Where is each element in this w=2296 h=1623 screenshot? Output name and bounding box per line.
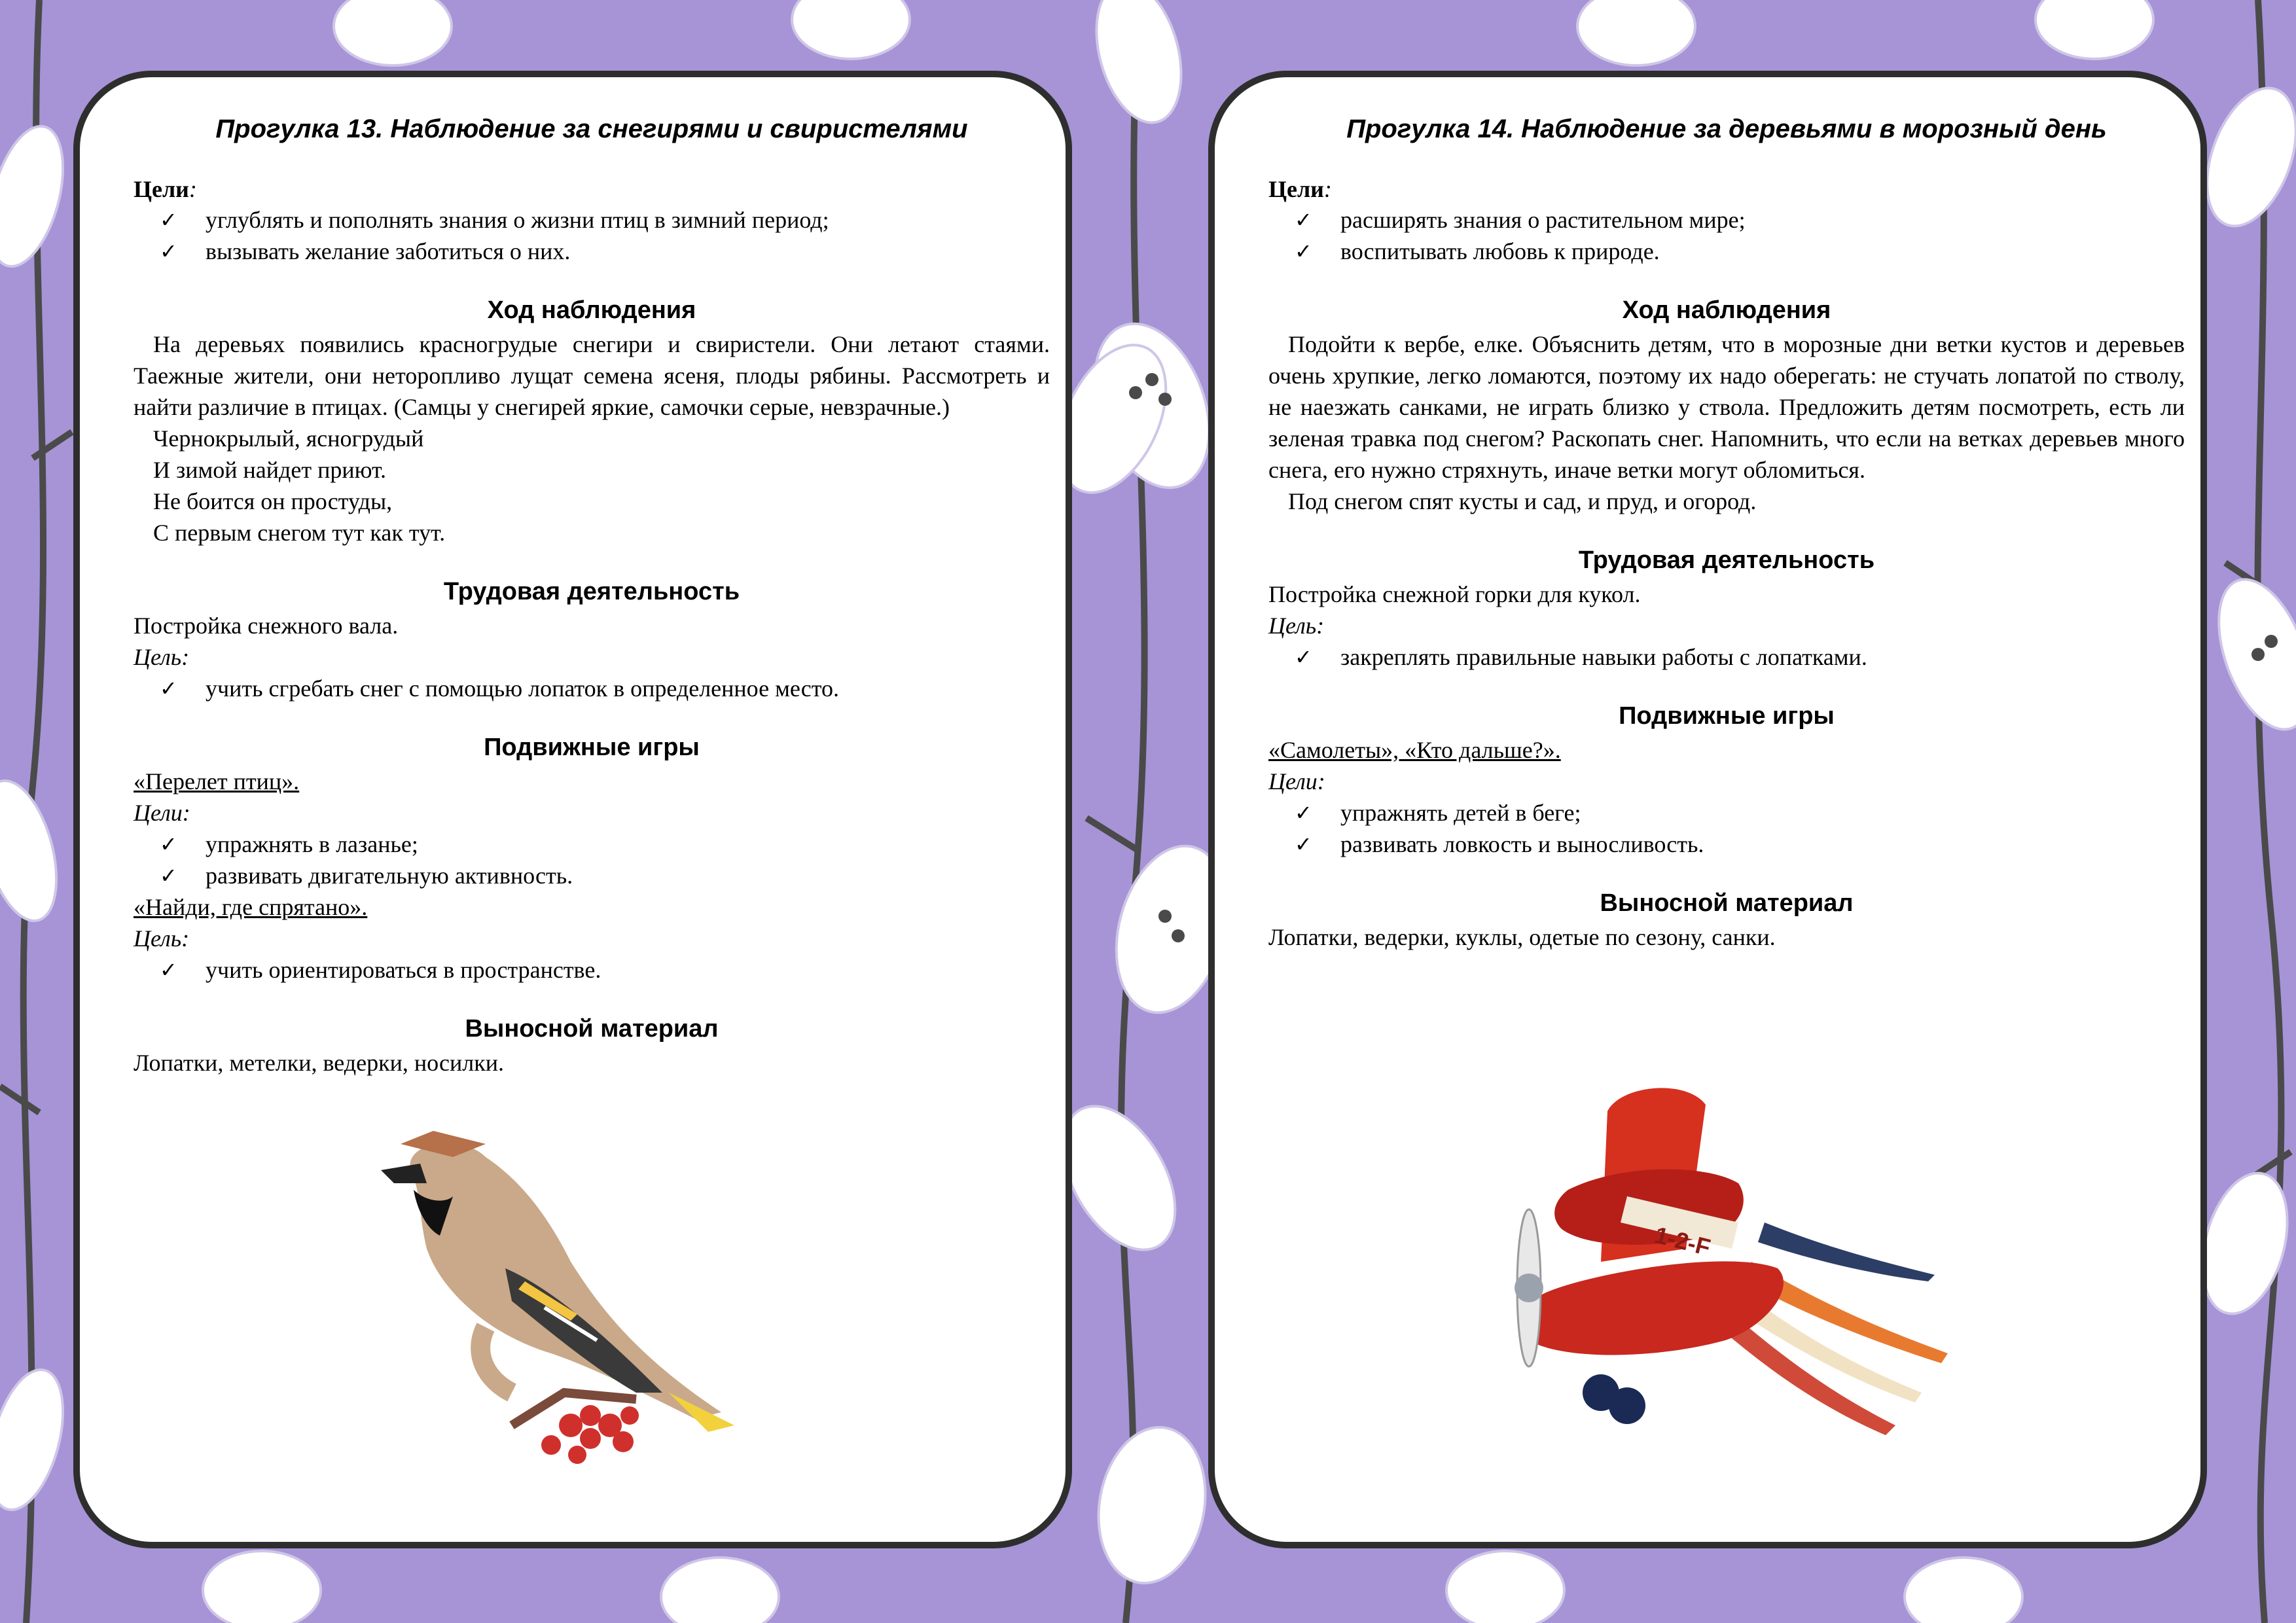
- poem-line: Чернокрылый, ясногрудый: [153, 425, 424, 452]
- games-heading: Подвижные игры: [1619, 702, 1835, 730]
- material-heading: Выносной материал: [1600, 889, 1854, 917]
- poem-line: Не боится он простуды,: [153, 488, 393, 514]
- goal-label: Цель:: [134, 925, 190, 952]
- checkmark-icon: ✓: [1295, 239, 1312, 264]
- plane-label: 1-2-F: [1652, 1221, 1713, 1261]
- goals-list: [1268, 204, 2185, 267]
- list-item: ✓ упражнять в лазанье;: [134, 829, 1050, 860]
- material-text: Лопатки, ведерки, куклы, одетые по сезону, санки.: [1268, 924, 1776, 950]
- game-name: «Самолеты», «Кто дальше?».: [1268, 737, 1561, 763]
- game-goals-list: [134, 829, 1050, 891]
- labor-heading: Трудовая деятельность: [1578, 546, 1875, 574]
- observation-text: На деревьях появились красногрудые снегири и свиристели. Они летают стаями. Таежные жители, они неторопливо лущат семена ясеня, плоды рябины. Рассмотреть и найти различие в птицах. (Самцы у снегирей яркие, самочки серые, невзрачные.): [134, 331, 1050, 420]
- checkmark-icon: ✓: [160, 239, 177, 264]
- checkmark-icon: ✓: [1295, 800, 1312, 825]
- goals-label: Цели:: [1268, 176, 1332, 202]
- poem: [134, 423, 1050, 548]
- list-item: ✓ развивать ловкость и выносливость.: [1268, 829, 2185, 860]
- game-name: «Перелет птиц».: [134, 768, 300, 794]
- list-item: ✓ закреплять правильные навыки работы с лопатками.: [1268, 641, 2185, 673]
- labor-text: Постройка снежной горки для кукол.: [1268, 581, 1641, 607]
- checkmark-icon: ✓: [1295, 207, 1312, 232]
- list-item: ✓ вызывать желание заботиться о них.: [134, 236, 1050, 267]
- list-item: ✓ учить сгребать снег с помощью лопаток в определенное место.: [134, 673, 1050, 704]
- labor-text: Постройка снежного вала.: [134, 613, 399, 639]
- card-title: Прогулка 13. Наблюдение за снегирями и свиристелями: [215, 115, 968, 143]
- labor-heading: Трудовая деятельность: [443, 578, 740, 605]
- checkmark-icon: ✓: [160, 207, 177, 232]
- game-goals-list: [134, 954, 1050, 986]
- list-item: ✓ учить ориентироваться в пространстве.: [134, 954, 1050, 986]
- observation-text-2: Под снегом спят кусты и сад, и пруд, и огород.: [1288, 488, 1757, 514]
- material-heading: Выносной материал: [465, 1015, 719, 1043]
- checkmark-icon: ✓: [160, 863, 177, 888]
- list-item: ✓ расширять знания о растительном мире;: [1268, 204, 2185, 236]
- goals-label: Цели:: [134, 176, 197, 202]
- labor-goals-list: [1268, 641, 2185, 673]
- poem-line: И зимой найдет приют.: [153, 457, 387, 483]
- card-title: Прогулка 14. Наблюдение за деревьями в морозный день: [1346, 115, 2107, 143]
- walk-card-14: [1208, 71, 2207, 1548]
- poem-line: С первым снегом тут как тут.: [153, 520, 446, 546]
- material-text: Лопатки, метелки, ведерки, носилки.: [134, 1050, 504, 1076]
- observation-heading: Ход наблюдения: [487, 296, 696, 324]
- checkmark-icon: ✓: [1295, 645, 1312, 669]
- biplane-illustration: [1490, 1052, 1961, 1445]
- list-item: ✓ воспитывать любовь к природе.: [1268, 236, 2185, 267]
- list-item: ✓ углублять и пополнять знания о жизни птиц в зимний период;: [134, 204, 1050, 236]
- observation-heading: Ход наблюдения: [1622, 296, 1831, 324]
- goals-list: [134, 204, 1050, 267]
- goal-label: Цели:: [1268, 768, 1325, 794]
- checkmark-icon: ✓: [1295, 832, 1312, 857]
- goal-label: Цель:: [1268, 613, 1325, 639]
- checkmark-icon: ✓: [160, 832, 177, 857]
- goal-label: Цели:: [134, 800, 190, 826]
- list-item: ✓ развивать двигательную активность.: [134, 860, 1050, 891]
- observation-text: Подойти к вербе, елке. Объяснить детям, что в морозные дни ветки кустов и деревьев очень хрупкие, легко ломаются, поэтому их надо оберегать: не стучать лопатой по стволу, не наезжать санками, не играть близко у ствола. Предложить детям посмотреть, есть ли зеленая травка под снегом? Раскопать снег. Напомнить, что если на ветках деревьев много снега, его нужно стряхнуть, иначе ветки могут обломиться.: [1268, 331, 2185, 483]
- labor-goals-list: [134, 673, 1050, 704]
- game-goals-list: [1268, 797, 2185, 860]
- list-item: ✓ упражнять детей в беге;: [1268, 797, 2185, 829]
- games-heading: Подвижные игры: [484, 734, 700, 761]
- walk-card-13: [73, 71, 1072, 1548]
- game-name: «Найди, где спрятано».: [134, 894, 368, 920]
- checkmark-icon: ✓: [160, 676, 177, 701]
- waxwing-bird-illustration: [355, 1118, 761, 1484]
- checkmark-icon: ✓: [160, 957, 177, 982]
- goal-label: Цель:: [134, 644, 190, 670]
